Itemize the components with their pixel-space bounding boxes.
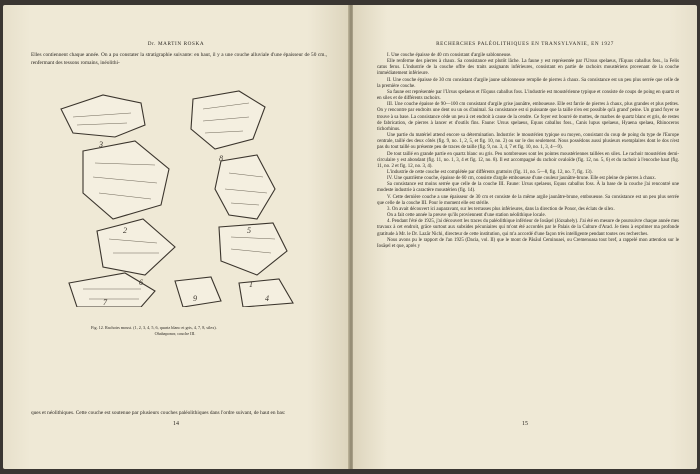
artifact-1: [219, 223, 287, 275]
right-page: [353, 5, 697, 469]
paragraph: De tout taillé en grande partie en quartz blanc ou gris. Peu nombreuses sont les pointes moustériennes taillées en silex. Le rachoir moustérien demi-circulaire y est abondant (fig. 11, no. 1, 3, 4 et fig. 12, no. 8). Il est accompagné du rachoir ovaloïde (fig. 12, no. 5, 6) et du rachoir à l'encoche haut (fig. 11, no. 2 et fig. 12, no. 3, 4).: [377, 151, 679, 169]
book-spread: [3, 5, 697, 469]
figure-number-label: 3: [99, 140, 103, 149]
figure-number-label: 6: [139, 278, 143, 287]
figure-caption-subtitle: Ohabaponor, couche III.: [154, 330, 196, 336]
figure-number-label: 1: [249, 280, 253, 289]
figure-number-label: 8: [219, 154, 223, 163]
paragraph: Nous avons pu le rapport de l'an 1925 (Dacia, vol. II) que le mont de Păsăul Ceminoaei, ou Cremenoasa tout bref, a rappelé mon attention sur le Iosășel et que, après y: [377, 237, 679, 249]
paragraph: V. Cette dernière couche a une épaisseur de 30 cm et consiste de la même argile jaunâtre-brune, emboueuse. Sa consistance est un peu plus serrée que celle de la couche III. Pour le moment elle est stérile.: [377, 194, 679, 206]
paragraph: III. Une couche épaisse de 90—100 cm consistant d'argile grise jaunâtre, emboueuse. Elle est farcie de pierres à chaux, plus grandes et plus petites. On y rencontre par endroits une dent ou un os d'animal. Sa consistance est si puissante que la taille n'en est possible qu'à grand' peine. Un grand foyer se trouve à sa base. La consistance cède un peu à cet endroit à cause de la cendre. Ce foyer est bourré de mottes, de marbes de quartz blanc et gris, de restes de fabrication, de pierres à lancer et d'outils fins. Faune: Ursus spelaeus, Equus caballus foss., Canis lupus spelaeus, Hyaena spelaea, Rhinoceros tichorhinus.: [377, 102, 679, 132]
figure-number-label: 5: [247, 226, 251, 235]
running-head-right: RECHERCHES PALÉOLITHIQUES EN TRANSYLVANIE, EN 1927: [436, 41, 614, 47]
stone-tools-plate: [43, 85, 305, 307]
paragraph: Sa faune est représentée par l'Ursus spelaeus et l'Equus caballus foss. L'industrie est moustérienne typique et consiste de coups de poing en quartz et en silex et de différents rachoirs.: [377, 89, 679, 102]
artifact-8: [191, 91, 265, 149]
figure-number-label: 2: [123, 226, 127, 235]
figure-caption: [91, 325, 259, 336]
page-number-right: 15: [522, 421, 528, 427]
page-number-left: 14: [173, 421, 179, 427]
figure-number-label: 9: [193, 294, 197, 303]
paragraph: On a fait cette année la preuve qu'ils proviennent d'une station néolithique locale.: [387, 213, 546, 219]
artifact-3: [61, 95, 145, 137]
figure-number-label: 7: [103, 298, 107, 307]
body-text: [377, 53, 679, 250]
figure-caption-text: Fig. 12. Rachoirs moust. (1, 2, 3, 4, 5, 6, quartz blanc et gris, 4, 7, 8, silex).: [91, 325, 217, 330]
paragraph: Elle renferme des pierres à chaux. Sa consistance est plutôt lâche. La faune y est représentée par l'Ursus spelaeus, l'Equus caballus foss., la Felis catus ferus. L'industrie de la couche offre des traits assignants inférieures, consistant en partie de rachoirs moustériens provenant de la couche immédiatement inférieure.: [377, 59, 679, 77]
artifact-5: [215, 155, 275, 219]
paragraph: II. Une couche épaisse de 30 cm consistant d'argile jaune sablonneuse remplie de pierres à chaux. Sa consistance est un peu plus serrée que celle de la première couche.: [377, 77, 679, 89]
figure-number-label: 4: [265, 294, 269, 303]
intro-text: Elles contiennent chaque année. On a pu constater la stratigraphie suivante: en haut, il y a une couche alluviale d'une épaisseur de 50 cm., renfermant des tessons romains, inéolithi-: [31, 52, 327, 66]
outro-text: ques et néolithiques. Cette couche est soutenue par plusieurs couches paléolithiques dans l'ordre suivant, de haut en bas:: [31, 410, 286, 416]
artifact-6: [97, 219, 175, 275]
paragraph: L'industrie de cette couche est complétée par différents grattoirs (fig. 11, no. 5—8, fig. 12, no. 7, fig. 13).: [387, 169, 593, 175]
left-page: [3, 5, 349, 469]
paragraph: Une partie du matériel attend encore sa détermination. Industrie: le moustérien typique ou moyen, consistant du coup de poing du type de l'Europe centrale, taillé des deux côtés (fig. 9, no. 1, 2, 5, et fig. 10, no. 2) ou sur le dos seulement. Nous possédons aussi plusieurs exemplaires dont le dos n'est pas du tout taillé ou présente peu de traces de taille (fig. 9, no. 3, 4, 7 et fig. 10, no. 1, 3, 4—9).: [377, 133, 679, 151]
paragraph: 3. On avait découvert ici auparavant, sur les terrasses plus inférieures, dans la direction de Ponor, des éclats de silex.: [387, 206, 615, 212]
paragraph: IV. Une quatrième couche, épaisse de 60 cm, consiste d'argile emboueuse d'une couleur jaunâtre-brune. Elle est pleine de pierres à chaux.: [387, 176, 656, 182]
artifact-9: [175, 277, 221, 307]
running-head-left: Dr. MARTIN ROSKA: [147, 41, 205, 47]
paragraph: Sa consistance est moins serrée que celle de la couche III. Faune: Ursus spelaeus, Equus caballus foss. À la base de la couche j'ai rencontré une modeste industrie à caractère moustérien (fig. 14).: [377, 182, 679, 194]
paragraph: 4. Pendant l'été de 1925, j'ai découvert les traces du paléolithique inférieur de Iosășel (Józsahely). J'ai été en mesure de poursuivre chaque année mes travaux à cet endroit, grâce surtout aux subsides pécuniaires qui m'ont été accordés par le Palais de la Culture d'Arad. Je tiens à exprimer ma profonde gratitude à Mr. le Dr. Lazăr Nichi, directeur de cette institution, qui m'a accordé d'une façon très intelligente pendant toutes ces recherches.: [377, 219, 679, 237]
paragraph: I. Une couche épaisse de 40 cm consistant d'argile sablonneuse.: [387, 53, 512, 58]
